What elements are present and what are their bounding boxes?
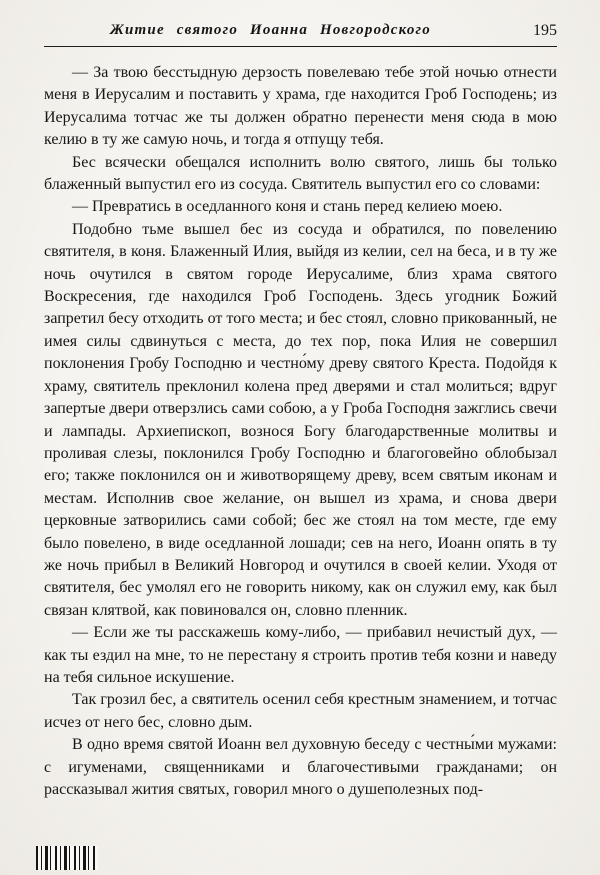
body-text [44, 62, 557, 801]
page-number: 195 [533, 22, 557, 39]
running-title: Житие святого Иоанна Новгородского [110, 22, 431, 38]
running-header [44, 22, 557, 47]
paragraph: Подобно тьме вышел бес из сосуда и обратился, по повелению святителя, в коня. Блаженный Илия, выйдя из келии, сел на беса, и в ту же ночь очутился в святом городе Иерусалиме, близ храма святого Воскресения, где находился Гроб Господень. Здесь угодник Божий запретил бесу отходить от того места; и бес стоял, словно прикованный, не имея силы сдвинуться с места, до тех пор, пока Илия не совершил поклонения Гробу Господню и честно́му древу святого Креста. Подойдя к храму, святитель преклонил колена пред дверями и стал молиться; вдруг запертые двери отверзлись сами собою, а у Гроба Господня зажглись свечи и лампады. Архиепископ, вознося Богу благодарственные молитвы и проливая слезы, поклонился Гробу Господню и благоговейно облобызал его; также поклонился он и животворящему древу, всем святым иконам и местам. Исполнив свое желание, он вышел из храма, и снова двери церковные затворились сами собой; бес же стоял на том месте, где ему было повелено, в виде оседланной лошади; сев на него, Иоанн опять в ту же ночь прибыл в Великий Новгород и очутился в своей келии. Уходя от святителя, бес умолял его не говорить никому, как он служил ему, как был связан клятвой, как повиновался он, словно пленник. [44, 220, 557, 619]
paragraph: — Если же ты расскажешь кому-либо, — прибавил нечистый дух, — как ты ездил на мне, то не перестану я строить против тебя козни и наведу на тебя сильное искушение. [44, 624, 557, 686]
paragraph: Так грозил бес, а святитель осенил себя крестным знамением, и тотчас исчез от него бес, словно дым. [44, 691, 557, 731]
barcode [36, 846, 98, 870]
paragraph: В одно время святой Иоанн вел духовную беседу с честны́ми мужами: с игуменами, священниками и благочестивыми гражданами; он рассказывал жития святых, говорил много о душеполезных под- [44, 736, 557, 798]
paragraph: — Превратись в оседланного коня и стань перед келиею моею. [72, 198, 503, 216]
paragraph: Бес всячески обещался исполнить волю святого, лишь бы только блаженный выпустил его из сосуда. Святитель выпустил его со словами: [44, 153, 557, 194]
paragraph: — За твою бесстыдную дерзость повелеваю тебе этой ночью отнести меня в Иерусалим и поставить у храма, где находится Гроб Господень; из Иерусалима тотчас же ты должен обратно перенести меня сюда в мою келию в ту же самую ночь, и тогда я отпущу тебя. [44, 64, 557, 149]
